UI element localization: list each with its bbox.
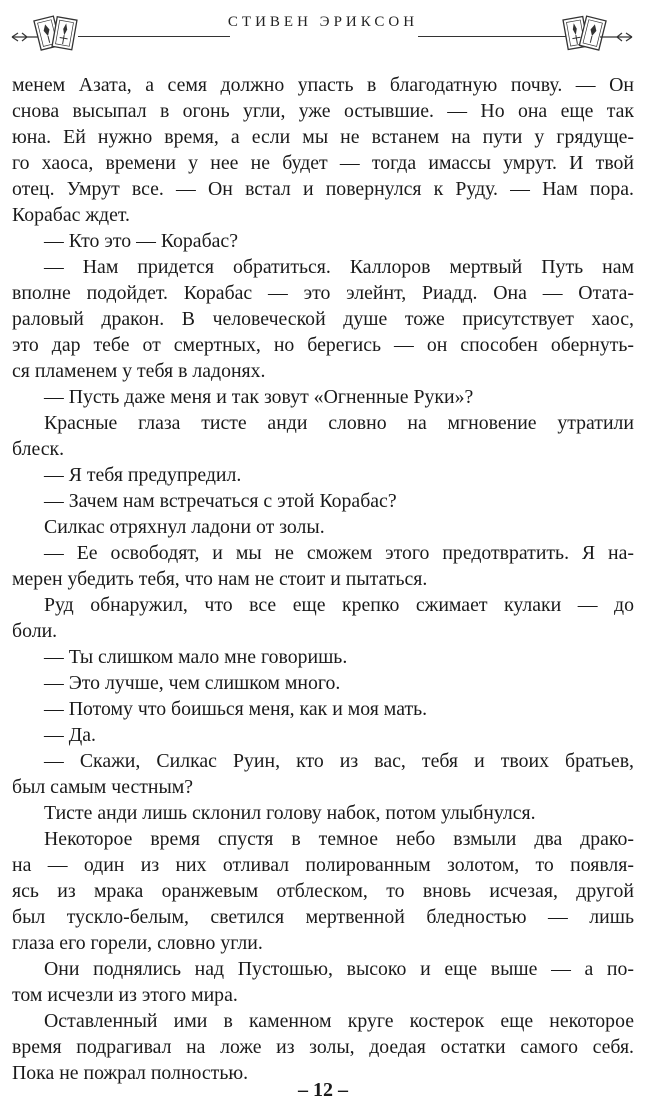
text-line: Красные глаза тисте анди словно на мгновение утратили <box>44 412 634 434</box>
text-line: Тисте анди лишь склонил голову набок, потом улыбнулся. <box>44 802 536 824</box>
text-line: Они поднялись над Пустошью, высоко и еще выше — а по- <box>44 958 634 980</box>
text-line: Некоторое время спустя в темное небо взмыли два драко- <box>44 828 634 850</box>
text-line: — Пусть даже меня и так зовут «Огненные Руки»? <box>44 386 474 408</box>
header-rule-right <box>418 36 568 37</box>
header-rule-left <box>78 36 230 37</box>
running-header-title: СТИВЕН ЭРИКСОН <box>227 14 419 30</box>
text-line: го хаоса, времени у нее не будет — тогда имассы умрут. И твой <box>12 152 634 174</box>
text-line: — Ты слишком мало мне говоришь. <box>44 646 348 668</box>
text-line: — Кто это — Корабас? <box>44 230 238 252</box>
text-line: снова высыпал в огонь угли, уже остывшие. — Но она еще так <box>12 100 634 122</box>
text-line: блеск. <box>12 438 65 460</box>
text-line: Руд обнаружил, что все еще крепко сжимает кулаки — до <box>44 594 634 616</box>
text-line: юна. Ей нужно время, а если мы не встанем на пути у грядуще- <box>12 126 634 148</box>
text-line: Оставленный ими в каменном круге костерок еще некоторое <box>44 1010 634 1032</box>
text-line: был самым честным? <box>12 776 194 798</box>
text-line: был тускло-белым, светился мертвенной бледностью — лишь <box>12 906 634 928</box>
text-line: том исчезли из этого мира. <box>12 984 238 1006</box>
text-line: ся пламенем у тебя в ладонях. <box>12 360 266 382</box>
text-line: — Нам придется обратиться. Каллоров мертвый Путь нам <box>44 256 634 278</box>
text-line: Корабас ждет. <box>12 204 130 226</box>
text-line: боли. <box>12 620 58 642</box>
text-line: мерен убедить тебя, что нам не стоит и пытаться. <box>12 568 428 590</box>
text-line: время подрагивал на ложе из золы, доедая остатки самого себя. <box>12 1036 634 1058</box>
text-line: Силкас отряхнул ладони от золы. <box>44 516 325 538</box>
text-line: Пока не пожрал полностью. <box>12 1062 249 1084</box>
text-line: ясь из мрака оранжевым отблеском, то вновь исчезая, другой <box>12 880 634 902</box>
running-header <box>0 0 646 64</box>
text-line: глаза его горели, словно угли. <box>12 932 263 954</box>
text-line: — Ее освободят, и мы не сможем этого предотвратить. Я на- <box>44 542 634 564</box>
text-line: на — один из них отливал полированным золотом, то появля- <box>12 854 634 876</box>
text-line: — Это лучше, чем слишком много. <box>44 672 341 694</box>
text-line: — Потому что боишься меня, как и моя мать. <box>44 698 428 720</box>
text-line: — Скажи, Силкас Руин, кто из вас, тебя и твоих братьев, <box>44 750 634 772</box>
text-line: вполне подойдет. Корабас — это элейнт, Риадд. Она — Отата- <box>12 282 634 304</box>
body-text <box>12 72 634 1086</box>
text-line: отец. Умрут все. — Он встал и повернулся к Руду. — Нам пора. <box>12 178 634 200</box>
page-number: – 12 – <box>298 1079 348 1101</box>
text-line: — Зачем нам встречаться с этой Корабас? <box>44 490 397 512</box>
ornament-cards-right-icon <box>560 10 636 62</box>
text-line: — Я тебя предупредил. <box>44 464 242 486</box>
text-line: менем Азата, а семя должно упасть в благодатную почву. — Он <box>12 74 634 96</box>
text-line: это дар тебе от смертных, но берегись — он способен обернуть- <box>12 334 634 356</box>
text-line: — Да. <box>44 724 96 746</box>
text-line: раловый дракон. В человеческой душе тоже присутствует хаос, <box>12 308 634 330</box>
